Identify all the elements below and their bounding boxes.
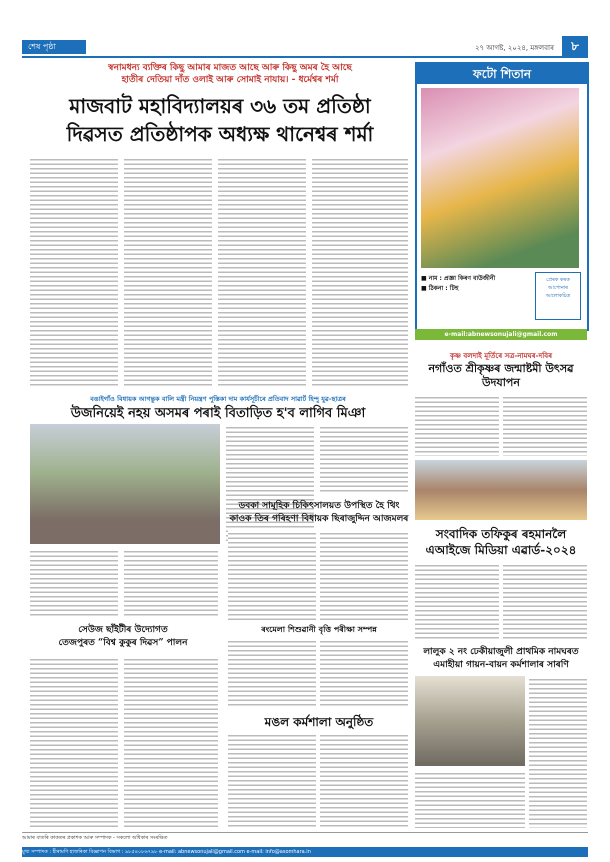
child-photo <box>421 88 579 268</box>
workshop-col-1 <box>228 732 316 828</box>
headline-line-2: দিৱসত প্ৰতিষ্ঠাপক অধ্যক্ষ থানেশ্বৰ শৰ্মা <box>66 122 374 146</box>
lead-column-2 <box>124 156 212 388</box>
uzani-col-2 <box>320 424 408 494</box>
uzani-col-3 <box>30 548 118 618</box>
scholarship-col-2 <box>320 638 408 708</box>
story-janmashtami-headline: নগাঁওত শ্ৰীকৃষ্ণৰ জন্মাষ্টমী উৎসৱ উদযাপন <box>428 362 574 389</box>
top-bar <box>22 40 588 58</box>
footer-bar: মুখ্য সম্পাদক : হীৰামণি হাজৰিকা বিজ্ঞাপন বিভাগ : ৯৮৫৪০৮৬৭৯৮ e-mail: abnewsonujali@gmail.com e-mail: info@asomhara.in <box>22 847 588 857</box>
namghar-col-1 <box>529 676 587 828</box>
lead-column-1 <box>30 156 118 388</box>
story-dogday-headline <box>28 624 218 650</box>
janmashtami-col-2 <box>503 394 587 456</box>
photo-info <box>421 274 531 294</box>
dogday-line-2: তেজপুৰত “বিশ্ব কুকুৰ দিৱস” পালন <box>58 638 188 648</box>
janmashtami-col-1 <box>415 394 499 456</box>
photo-credit: প্ৰেৰক কৰক আপোনাৰ আলোকচিত্ৰ <box>535 272 581 320</box>
workshop-col-2 <box>320 732 408 828</box>
scholarship-col-1 <box>228 638 316 708</box>
headline-line-1: মাজবাট মহাবিদ্যালয়ৰ ৩৬ তম প্ৰতিষ্ঠা <box>69 94 371 118</box>
strap-line: বঙাইগাঁও বিধায়ক আগন্তুক বালি মন্ত্ৰী নিয়ন্ত্ৰণ পুস্তিকা দাম কাৰ্যসূচীৰে প্ৰতিবাদ সাৱাৰ্ট হিন্দু যুৱ-ছাত্ৰৰ <box>90 395 346 403</box>
quote-line-1: স্বনামধন্য ব্যক্তিৰ কিছু আমাৰ মাজত আছে আৰু কিছু অমৰ হৈ আছে <box>108 63 352 73</box>
story-award-headline <box>415 526 587 558</box>
page-number: ৮ <box>562 36 588 56</box>
uzani-protest-photo <box>30 424 220 544</box>
award-col-1 <box>415 562 499 640</box>
quote-box <box>60 62 400 86</box>
janmashtami-photo <box>415 460 587 520</box>
dateline: ২৭ আগষ্ট, ২০২৪, মঙ্গলবাৰ <box>475 44 554 52</box>
quote-line-2: হাতীৰ দেতিয়া দাঁত ওলাই আৰু সোমাই নাযায়। - ধৰ্মেশ্বৰ শৰ্মা <box>121 75 339 85</box>
story-namghar-headline <box>415 646 587 672</box>
story-janmashtami-kicker: কৃষ্ণ বলদাই মূৰ্তিৰে সত্ৰ-নামঘৰ-দবিৰ <box>449 351 553 360</box>
namghar-line-1: লালুক ২ নং ঢেকীয়াজুলী প্ৰাথমিক নামঘৰত <box>423 647 579 657</box>
namghar-photo <box>415 676 525 766</box>
namghar-line-2: এমাহীয়া গায়ন-বায়ন কৰ্মশালাৰ সাৰণি <box>433 660 569 670</box>
main-headline <box>30 92 410 148</box>
footer <box>22 832 588 859</box>
uzani-col-1 <box>226 424 314 544</box>
namghar-col-2 <box>415 770 525 828</box>
dabka-line-2: কাওক তিৰ গৰিহণা বিধায়ক ছিৰাজুদ্দিন আজমলৰ <box>229 514 409 524</box>
story-scholarship-headline: ৰংমেলা শিশুৱানী বৃত্তি পৰীক্ষা সম্পন্ন <box>261 624 377 634</box>
dabka-line-1: ডবকা সামূহিক চিকিৎসালয়ত উপস্থিত হৈ থিং <box>238 501 400 511</box>
dogday-line-1: সেউজ ছাঁইটীৰ উদ্যোগত <box>78 625 168 635</box>
photo-feature-title: ফটো শিতান <box>417 64 587 84</box>
award-line-2: এআইজে মিডিয়া এৱাৰ্ড-২০২৪ <box>425 543 577 557</box>
story-uzani-headline: উজনিয়েই নহয় অসমৰ পৰাই বিতাড়িত হ'ব লাগিব মিঞা <box>70 406 366 421</box>
photo-feature-box <box>415 62 589 331</box>
dogday-col-2 <box>124 656 218 828</box>
award-col-2 <box>503 562 587 640</box>
footer-note: আমাৰ বাতৰি কাকতৰ প্ৰকাশক আৰু সম্পাদক - সকলো অধিকাৰ সংৰক্ষিত <box>22 835 168 841</box>
photo-place: ■ ঠিকনা : টিহু <box>421 285 459 292</box>
story-workshop-headline: মঙল কৰ্মশালা অনুষ্ঠিত <box>264 715 374 729</box>
uzani-col-4 <box>124 548 218 618</box>
dabka-col-1 <box>228 530 316 620</box>
lead-column-4 <box>312 156 408 388</box>
email-bar: e-mail:abnewsonujali@gmail.com <box>415 329 587 340</box>
award-line-1: সংবাদিক তফিকুৰ ৰহমানলৈ <box>435 527 567 541</box>
dogday-col-1 <box>30 656 118 828</box>
section-tab: শেষ পৃষ্ঠা <box>22 40 86 54</box>
dabka-col-2 <box>320 530 408 620</box>
lead-column-3 <box>218 156 306 388</box>
story-dabka-headline <box>228 500 410 526</box>
photo-name: ■ নাম : প্ৰজ্ঞা কিৰণ বাউজীনী <box>421 275 496 282</box>
